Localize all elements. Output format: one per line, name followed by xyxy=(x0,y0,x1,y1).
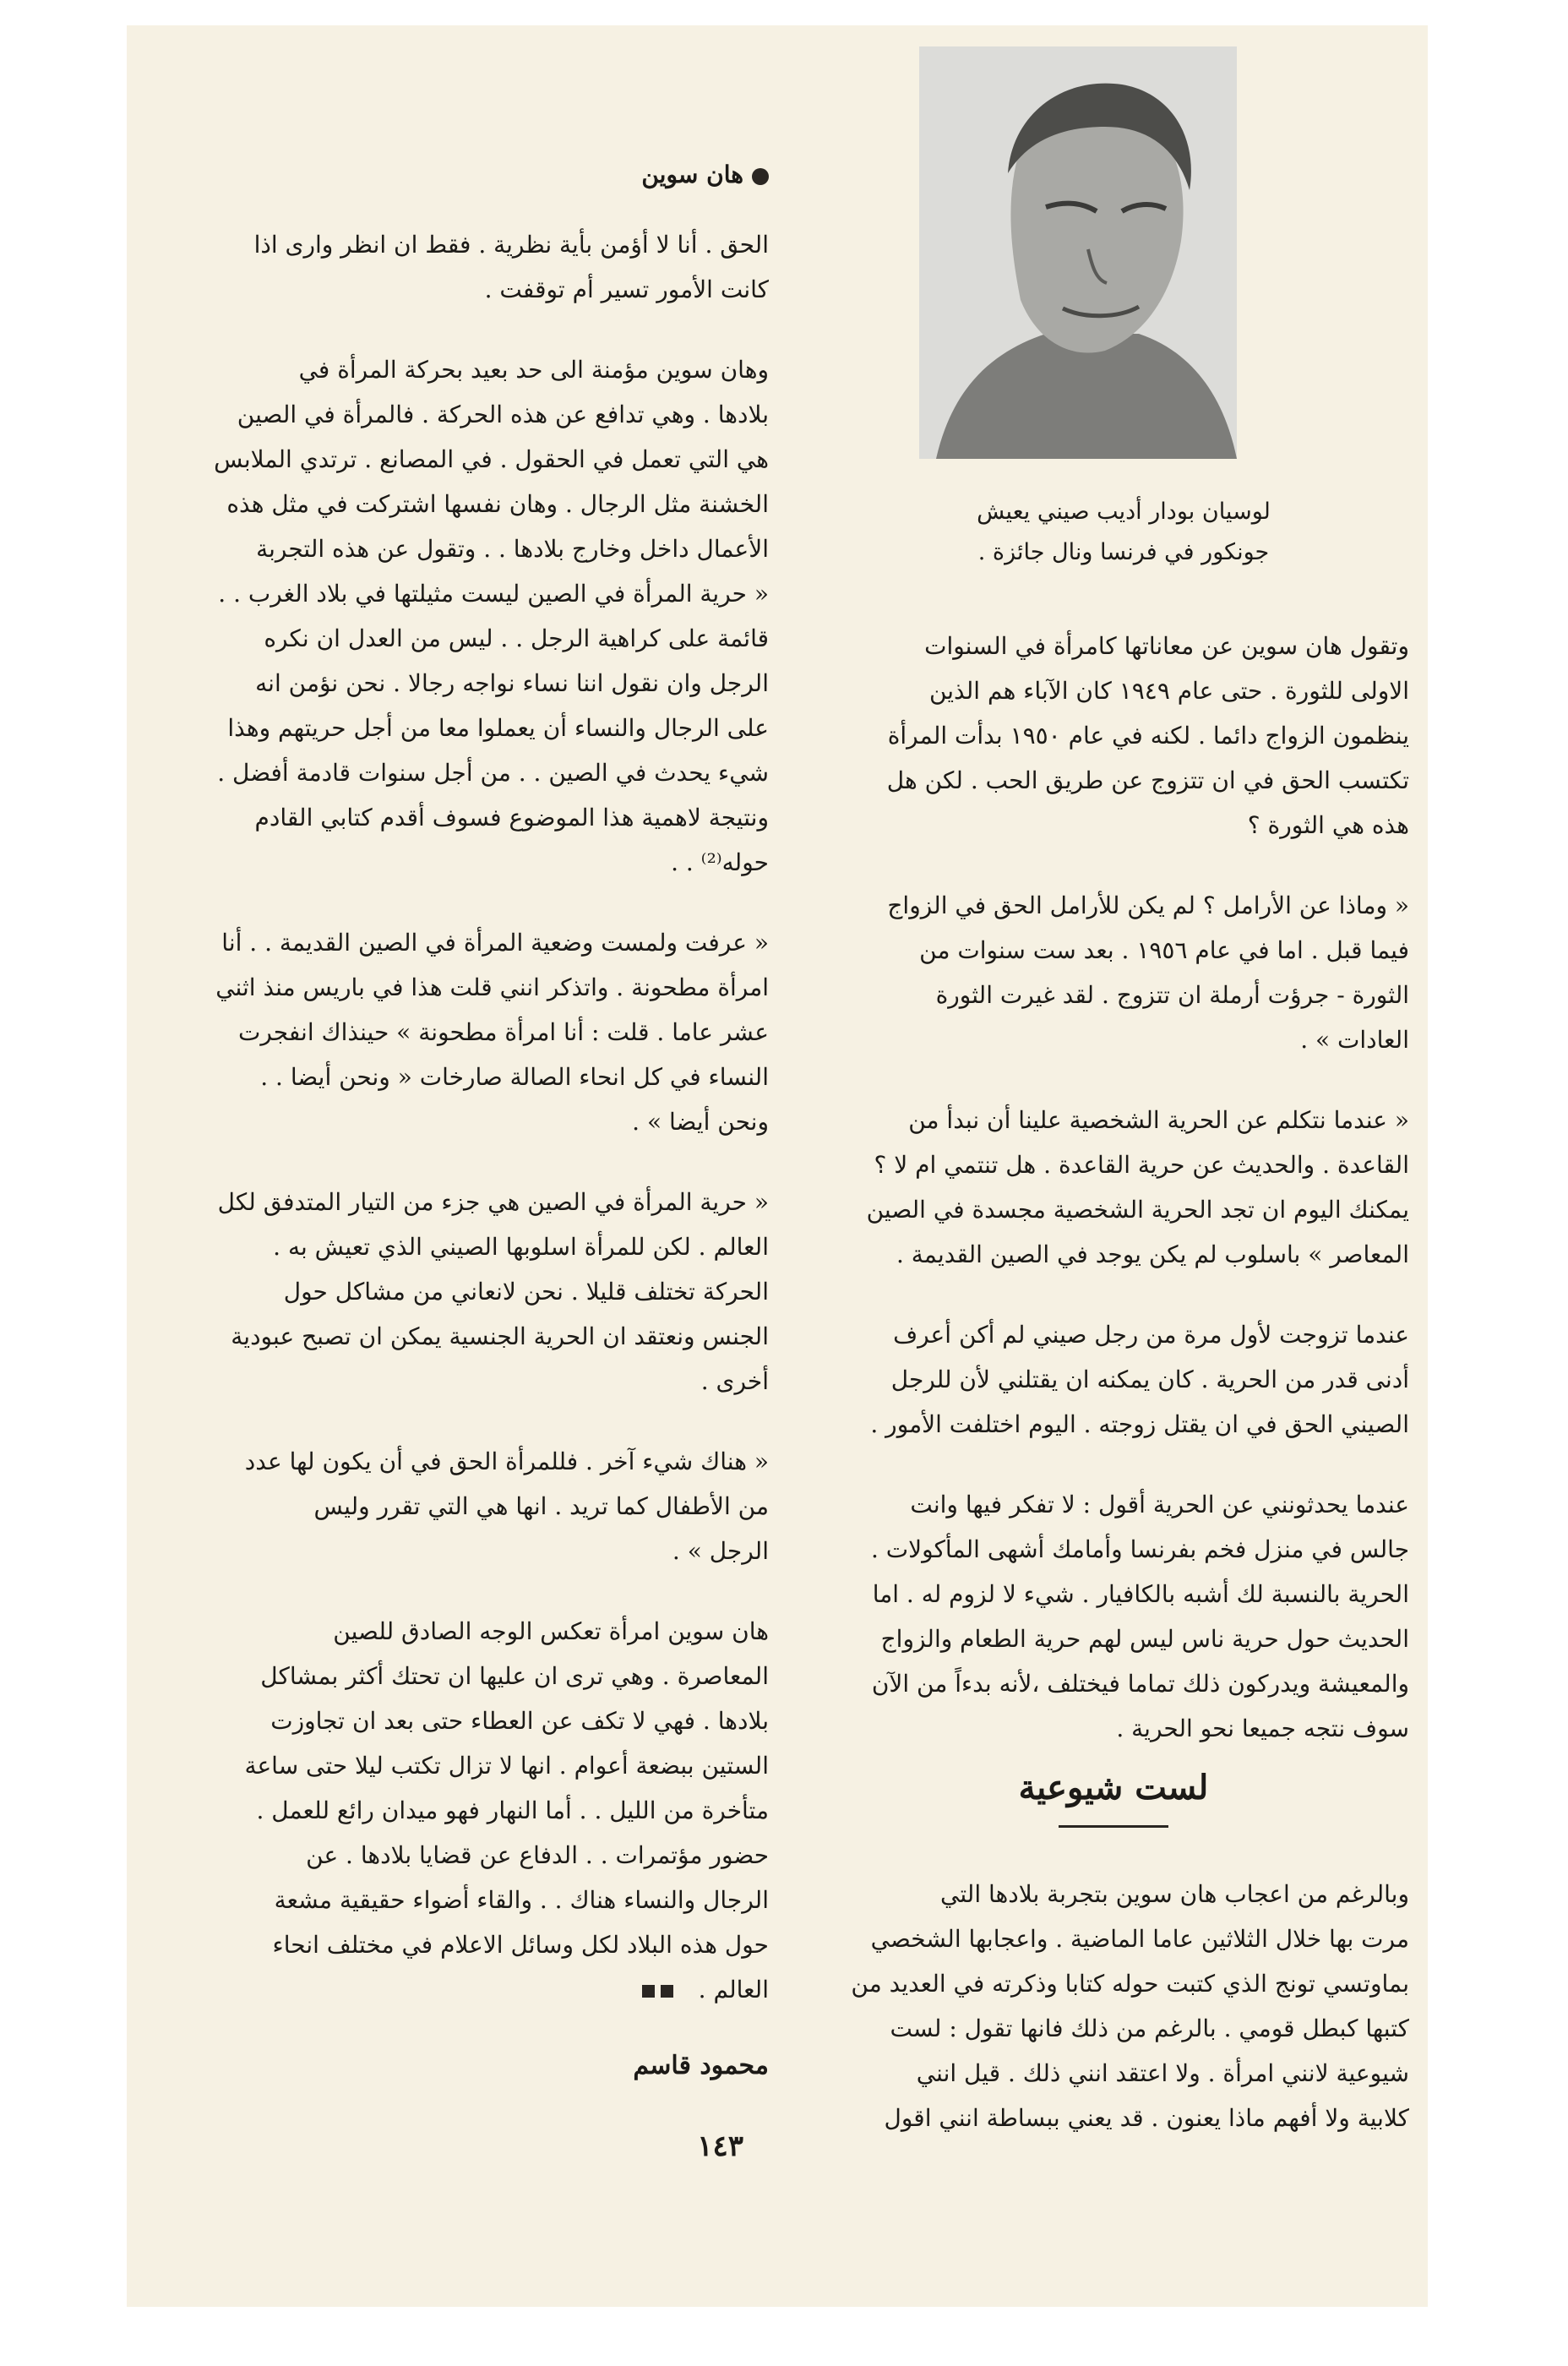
right-paragraphs xyxy=(818,624,1409,1751)
bullet-icon xyxy=(752,168,769,185)
text-line: عندما يحدثونني عن الحرية أقول : لا تفكر فيها وانت xyxy=(910,1491,1409,1518)
photo-caption xyxy=(896,492,1352,573)
right-paragraphs-after xyxy=(818,1872,1409,2140)
text-line: الجنس ونعتقد ان الحرية الجنسية يمكن ان تصبح عبودية xyxy=(231,1322,769,1350)
right-column xyxy=(818,624,1409,2140)
end-marks-icon xyxy=(636,1967,673,2012)
paragraph-gap xyxy=(818,1447,1409,1482)
text-line: قائمة على كراهية الرجل . . ليس من العدل ان نكره xyxy=(264,624,769,652)
text-line: الخشنة مثل الرجال . وهان نفسها اشتركت في مثل هذه xyxy=(226,490,769,518)
left-column xyxy=(177,161,769,2163)
paragraph-gap xyxy=(177,885,769,920)
text-line: وتقول هان سوين عن معاناتها كامرأة في السنوات xyxy=(924,632,1409,660)
text-line: الرجال والنساء هناك . . والقاء أضواء حقيقية مشعة xyxy=(274,1886,769,1914)
text-line: وبالرغم من اعجاب هان سوين بتجربة بلادها التي xyxy=(940,1880,1409,1908)
text-line: الاولى للثورة . حتى عام ١٩٤٩ كان الآباء هم الذين xyxy=(928,677,1409,705)
text-line: مرت بها خلال الثلاثين عاما الماضية . واعجابها الشخصي xyxy=(870,1925,1409,1953)
caption-line-2: جونكور في فرنسا ونال جائزة . xyxy=(977,539,1270,565)
text-line: بلادها . وهي تدافع عن هذه الحركة . فالمرأة في الصين xyxy=(237,401,769,428)
text-line: الأعمال داخل وخارج بلادها . . وتقول عن هذه التجربة xyxy=(256,535,769,563)
text-line: ونحن أيضا » . xyxy=(632,1108,769,1136)
text-line: عندما تزوجت لأول مرة من رجل صيني لم أكن أعرف xyxy=(893,1321,1409,1349)
section-title: لست شيوعية xyxy=(1018,1768,1209,1807)
text-line: حول هذه البلاد لكل وسائل الاعلام في مختلف انحاء xyxy=(272,1931,769,1959)
text-line: « هناك شيء آخر . فللمرأة الحق في أن يكون لها عدد xyxy=(244,1447,769,1475)
text-line: الستين ببضعة أعوام . انها لا تزال تكتب ليلا حتى ساعة xyxy=(244,1752,769,1780)
text-line: هان سوين امرأة تعكس الوجه الصادق للصين xyxy=(333,1617,769,1645)
text-line: حوله⁽²⁾ . . xyxy=(671,848,769,876)
text-line: « حرية المرأة في الصين ليست مثيلتها في بلاد الغرب . . xyxy=(218,580,769,608)
text-line: شيوعية لانني امرأة . ولا اعتقد انني ذلك . قيل انني xyxy=(916,2059,1409,2087)
text-line: النساء في كل انحاء الصالة صارخات « ونحن أيضا . . xyxy=(260,1063,769,1091)
text-line: « عندما نتكلم عن الحرية الشخصية علينا أن نبدأ من xyxy=(908,1106,1409,1134)
text-line: حضور مؤتمرات . . الدفاع عن قضايا بلادها . عن xyxy=(306,1841,769,1869)
text-line: والمعيشة ويدركون ذلك تماما فيختلف ،لأنه بدءاً من الآن xyxy=(871,1670,1409,1698)
text-line: أخرى . xyxy=(700,1367,769,1395)
text-line: متأخرة من الليل . . أما النهار فهو ميدان رائع للعمل . xyxy=(256,1796,769,1824)
text-line: عشر عاما . قلت : أنا امرأة مطحونة » حينذاك انفجرت xyxy=(238,1018,769,1046)
page-number: ١٤٣ xyxy=(697,2129,743,2163)
text-line: كلابية ولا أفهم ماذا يعنون . قد يعني ببساطة انني اقول xyxy=(884,2104,1409,2132)
text-line: الحرية بالنسبة لك أشبه بالكافيار . شيء لا لزوم له . اما xyxy=(872,1580,1409,1608)
text-line: يمكنك اليوم ان تجد الحرية الشخصية مجسدة في الصين xyxy=(866,1196,1409,1224)
caption-line-1: لوسيان بودار أديب صيني يعيش xyxy=(977,499,1271,525)
text-line: كتبها كبطل قومي . بالرغم من ذلك فانها تقول : لست xyxy=(890,2014,1409,2042)
text-line: من الأطفال كما تريد . انها هي التي تقرر وليس xyxy=(313,1492,769,1520)
text-line: بماوتسي تونج الذي كتبت حوله كتابا وذكرته في العديد من xyxy=(851,1970,1409,1998)
text-line: « عرفت ولمست وضعية المرأة في الصين القديمة . . أنا xyxy=(221,929,769,957)
paragraph-gap xyxy=(177,1404,769,1439)
text-line: تكتسب الحق في ان تتزوج عن طريق الحب . لكن هل xyxy=(886,766,1409,794)
text-line: « وماذا عن الأرامل ؟ لم يكن للأرامل الحق في الزواج xyxy=(887,891,1409,919)
section-divider xyxy=(1059,1825,1168,1828)
text-line: ينظمون الزواج دائما . لكنه في عام ١٩٥٠ بدأت المرأة xyxy=(887,722,1409,750)
text-line: المعاصرة . وهي ترى ان عليها ان تحتك أكثر بمشاكل xyxy=(260,1662,769,1690)
header-byline: هان سوين xyxy=(177,161,769,188)
text-line: جالس في منزل فخم بفرنسا وأمامك أشهى المأكولات . xyxy=(871,1535,1409,1563)
text-line: الحركة تختلف قليلا . نحن لانعاني من مشاكل حول xyxy=(283,1278,769,1306)
paragraph-gap xyxy=(818,848,1409,883)
text-line: الثورة - جرؤت أرملة ان تتزوج . لقد غيرت الثورة xyxy=(935,981,1409,1009)
text-line: الرجل » . xyxy=(672,1537,769,1565)
text-line: العادات » . xyxy=(1300,1026,1409,1054)
text-line: هذه هي الثورة ؟ xyxy=(1247,811,1409,839)
text-line: فيما قبل . اما في عام ١٩٥٦ . بعد ست سنوات من xyxy=(919,936,1409,964)
text-line: امرأة مطحونة . واتذكر انني قلت هذا في باريس منذ اثني xyxy=(215,973,769,1001)
text-line: الصيني الحق في ان يقتل زوجته . اليوم اختلفت الأمور . xyxy=(870,1410,1409,1438)
author-name: محمود قاسم xyxy=(633,2051,769,2080)
text-line: بلادها . فهي لا تكف عن العطاء حتى بعد ان تجاوزت xyxy=(270,1707,769,1735)
text-line: القاعدة . والحديث عن حرية القاعدة . هل تنتمي ام لا ؟ xyxy=(874,1151,1409,1179)
left-paragraphs xyxy=(177,222,769,2012)
paragraph-gap xyxy=(177,1144,769,1180)
text-line: « حرية المرأة في الصين هي جزء من التيار المتدفق لكل xyxy=(217,1188,769,1216)
text-line: الرجل وان نقول اننا نساء نواجه رجالا . نحن نؤمن انه xyxy=(255,669,769,697)
text-line: شيء يحدث في الصين . . من أجل سنوات قادمة أفضل . xyxy=(217,759,769,787)
text-line: وهان سوين مؤمنة الى حد بعيد بحركة المرأة في xyxy=(298,356,769,384)
text-line: سوف نتجه جميعا نحو الحرية . xyxy=(1116,1715,1409,1742)
text-line: أدنى قدر من الحرية . كان يمكنه ان يقتلني لأن للرجل xyxy=(890,1366,1409,1393)
text-line: العالم . لكن للمرأة اسلوبها الصيني الذي تعيش به . xyxy=(273,1233,769,1261)
text-line: الحديث حول حرية ناس ليس لهم حرية الطعام والزواج xyxy=(880,1625,1409,1653)
paragraph-gap xyxy=(818,1277,1409,1312)
text-line: كانت الأمور تسير أم توقفت . xyxy=(484,275,769,303)
text-line: المعاصر » باسلوب لم يكن يوجد في الصين القديمة . xyxy=(896,1240,1409,1268)
portrait-photo-icon xyxy=(919,46,1237,459)
paragraph-gap xyxy=(818,1062,1409,1098)
paragraph-gap xyxy=(177,1573,769,1609)
text-line: على الرجال والنساء أن يعملوا معا من أجل حريتهم وهذا xyxy=(227,714,769,742)
text-line: العالم . xyxy=(177,1967,769,2012)
text-line: الحق . أنا لا أؤمن بأية نظرية . فقط ان انظر وارى اذا xyxy=(253,231,769,259)
paragraph-gap xyxy=(177,312,769,347)
text-line: هي التي تعمل في الحقول . في المصانع . ترتدي الملابس xyxy=(214,445,769,473)
text-line: ونتيجة لاهمية هذا الموضوع فسوف أقدم كتابي القادم xyxy=(254,804,769,831)
